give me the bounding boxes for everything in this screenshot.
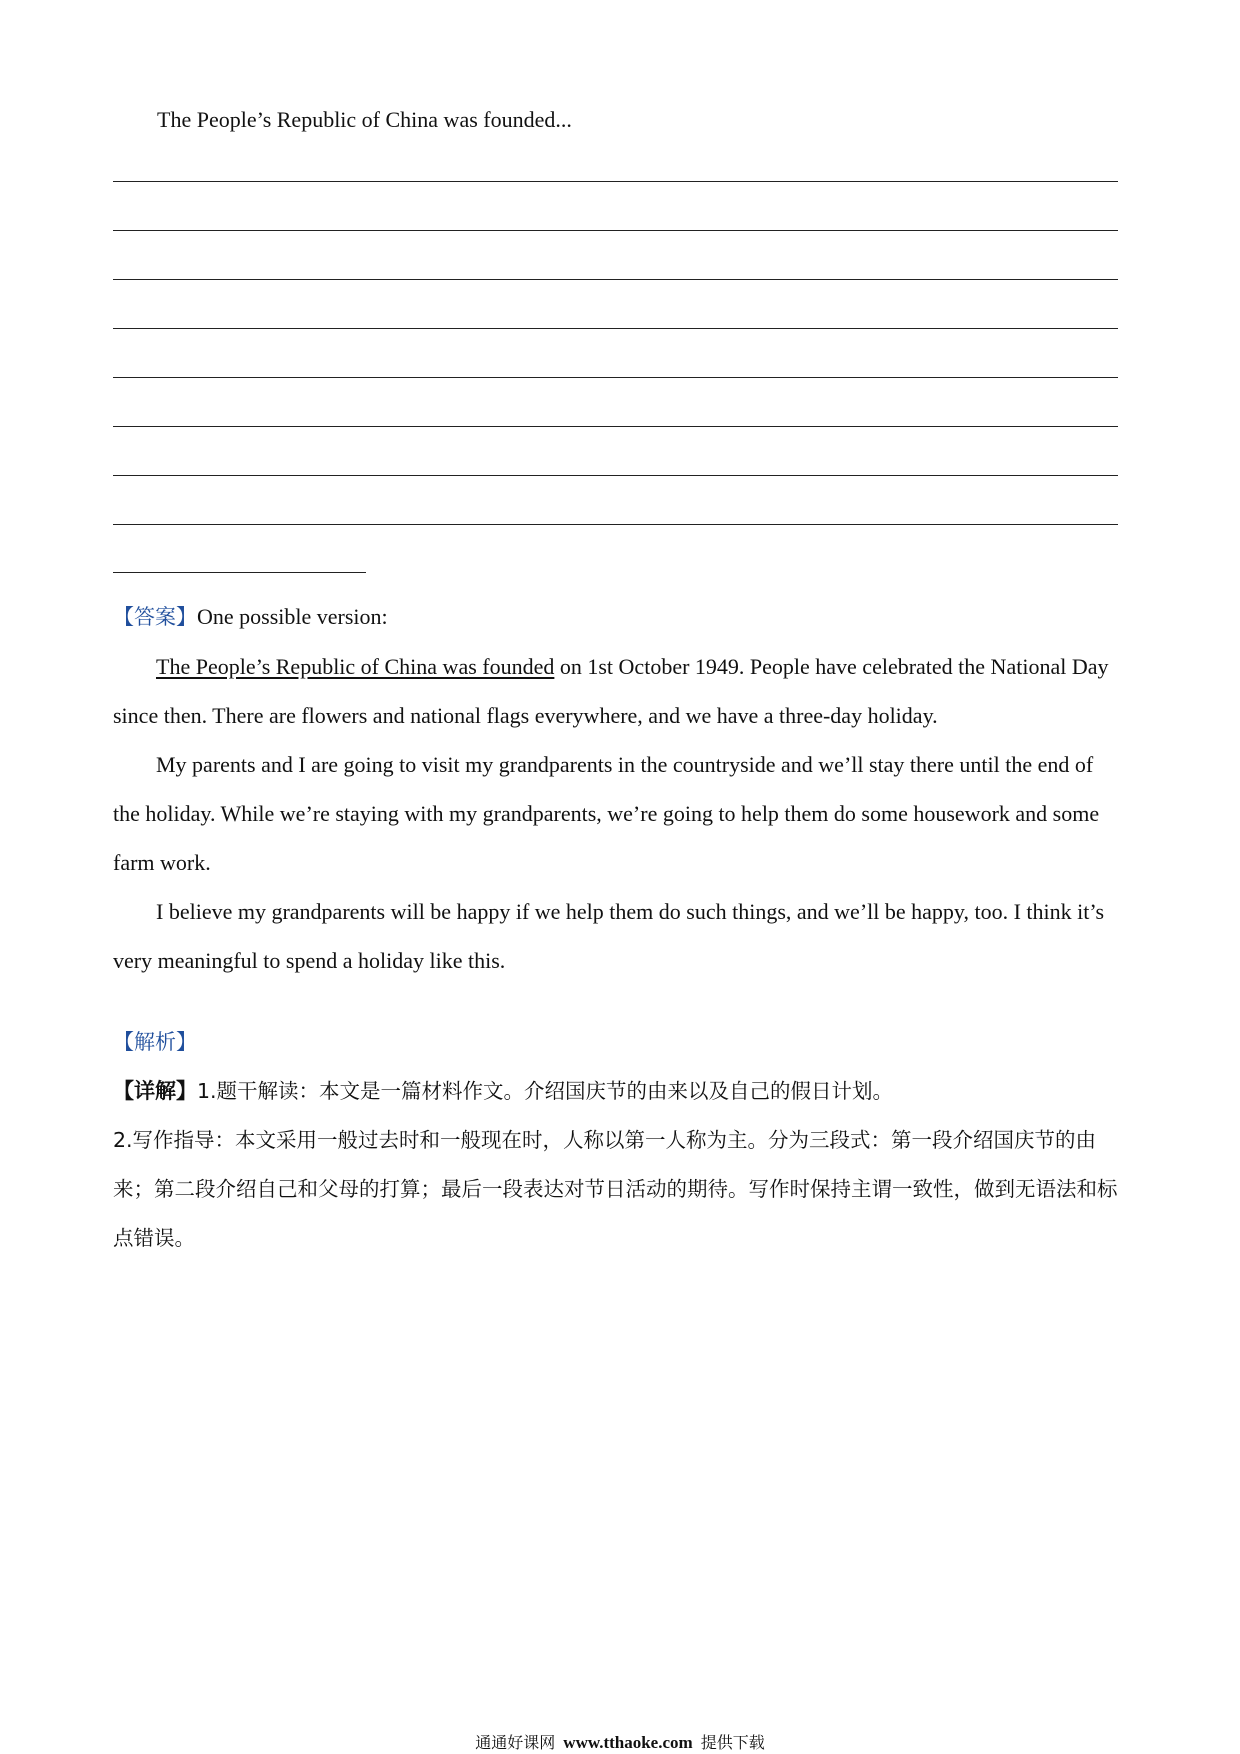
writing-prompt-opening: The People’s Republic of China was founded...: [157, 107, 572, 132]
detail-1-text: 1.题干解读：本文是一篇材料作文。介绍国庆节的由来以及自己的假日计划。: [197, 1079, 894, 1103]
answer-label: 【答案】: [113, 605, 197, 629]
analysis-detail-1: [113, 1067, 1123, 1116]
answer-paragraph-1-text: on 1st October 1949. People have celebrated the National Day since then. There are flowers and national flags everywhere, and we have a three-day holiday.: [113, 654, 1109, 728]
writing-line: [113, 524, 1118, 525]
analysis-label: 【解析】: [113, 1030, 197, 1054]
detail-label: 【详解】: [113, 1079, 197, 1103]
footer-brand: 通通好课网: [475, 1733, 556, 1752]
writing-line: [113, 377, 1118, 378]
footer-note: 提供下载: [700, 1733, 765, 1752]
answer-paragraph-1: [113, 642, 1123, 740]
analysis-detail-2: 2.写作指导：本文采用一般过去时和一般现在时，人称以第一人称为主。分为三段式：第一段介绍国庆节的由来；第二段介绍自己和父母的打算；最后一段表达对节日活动的期待。写作时保持主谓一致性，做到无语法和标点错误。: [113, 1128, 1118, 1250]
writing-line: [113, 426, 1118, 427]
writing-line: [113, 230, 1118, 231]
writing-line-short: [113, 572, 366, 573]
page-footer: [0, 1733, 1240, 1753]
answer-intro: One possible version:: [197, 604, 388, 629]
writing-line: [113, 181, 1118, 182]
footer-site-link[interactable]: www.tthaoke.com: [563, 1733, 693, 1752]
answer-paragraph-2: My parents and I are going to visit my grandparents in the countryside and we’ll stay there until the end of the holiday. While we’re staying with my grandparents, we’re going to help them do some housework and some farm work.: [113, 752, 1100, 875]
analysis-section: [113, 1018, 1123, 1263]
writing-line: [113, 328, 1118, 329]
writing-line: [113, 475, 1118, 476]
answer-underlined-phrase: The People’s Republic of China was founded: [156, 654, 555, 679]
analysis-header: [113, 1018, 1123, 1067]
answer-header: [113, 592, 1123, 642]
answer-section: [113, 592, 1123, 985]
answer-paragraph-3: I believe my grandparents will be happy if we help them do such things, and we’ll be happy, too. I think it’s very meaningful to spend a holiday like this.: [113, 899, 1105, 973]
writing-line: [113, 279, 1118, 280]
